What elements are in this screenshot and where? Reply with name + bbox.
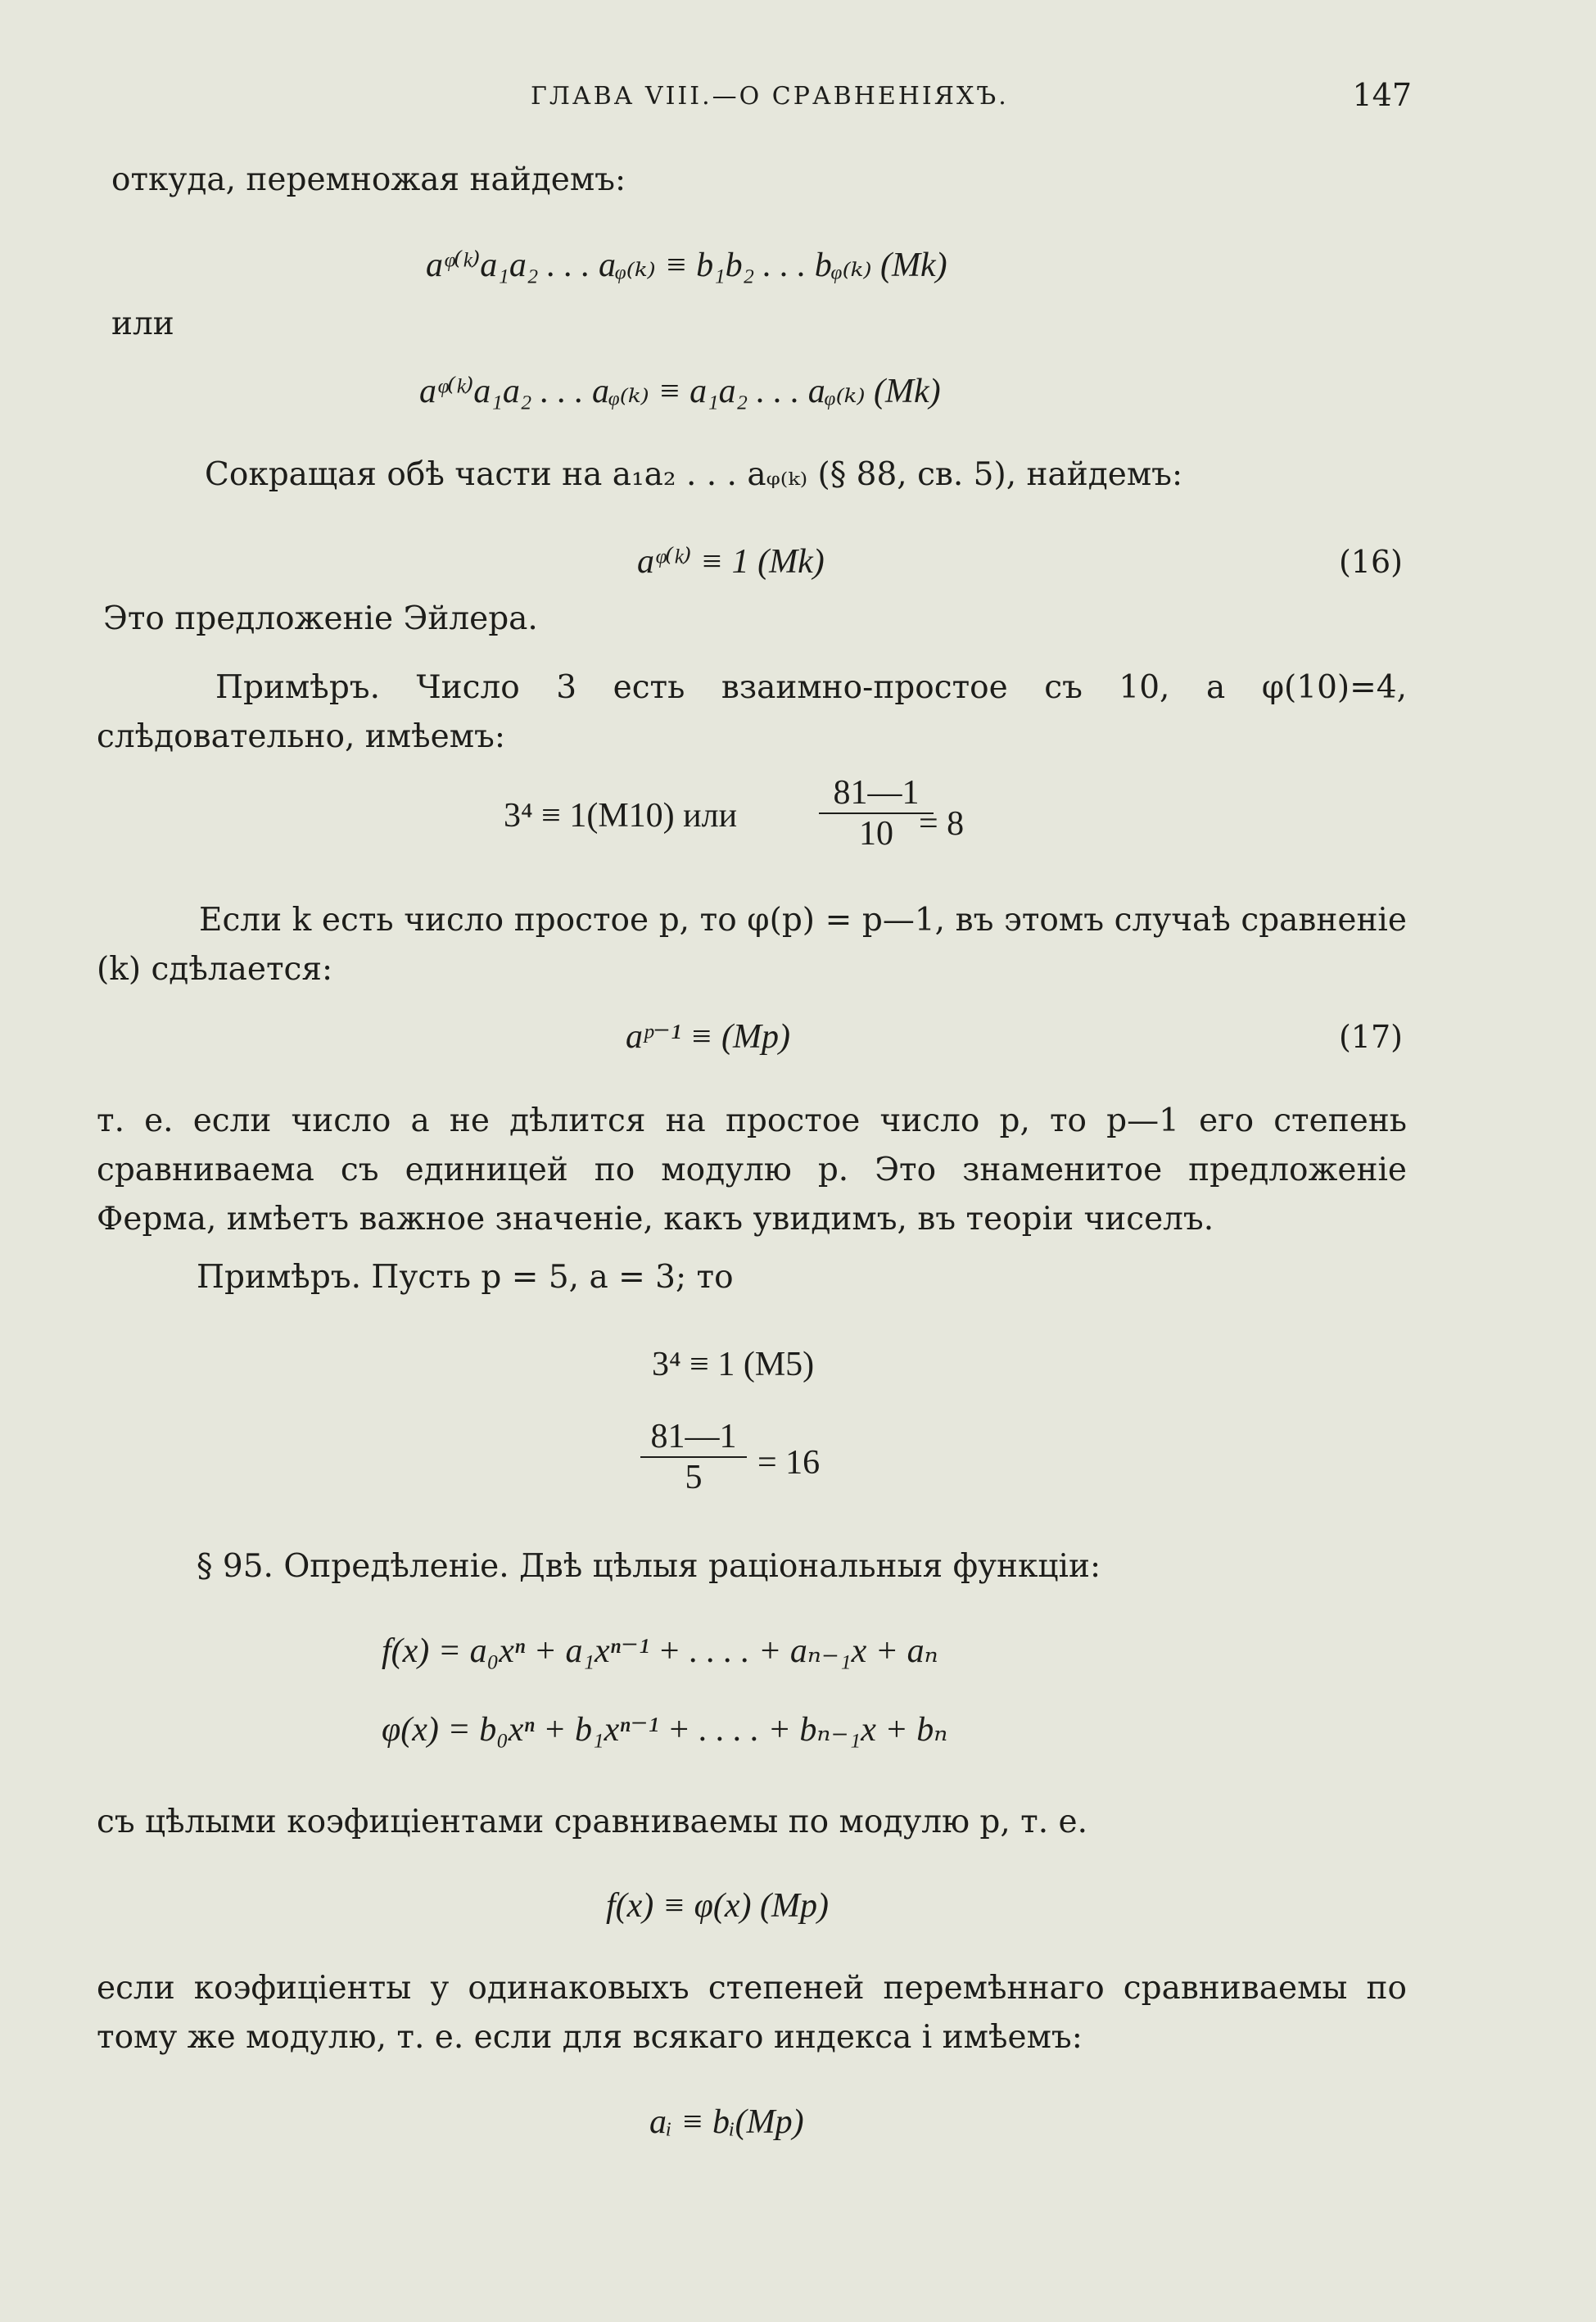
equation-16: aᵠ⁽ᵏ⁾ ≡ 1 (Mk): [637, 543, 825, 581]
equation-result: = 16: [757, 1444, 821, 1482]
equation-coefficients: aᵢ ≡ bᵢ(Mp): [649, 2103, 804, 2141]
fraction-numerator: 81—1: [640, 1417, 747, 1458]
equation-number: (17): [1338, 1019, 1403, 1055]
equation-17: aᵖ⁻¹ ≡ (Mp): [626, 1018, 790, 1056]
equation-example-2: 3⁴ ≡ 1 (M5): [652, 1346, 815, 1383]
text-line: откуда, перемножая найдемъ:: [111, 161, 626, 198]
equation-f: f(x) = a₀xⁿ + a₁xⁿ⁻¹ + . . . . + aₙ₋₁x + aₙ: [382, 1632, 938, 1670]
text-line: съ цѣлыми коэфиціентами сравниваемы по модулю p, т. е.: [97, 1804, 1088, 1840]
running-head: ГЛАВА VIII.—О СРАВНЕНІЯХЪ.: [531, 82, 1009, 111]
fraction-denominator: 5: [685, 1459, 703, 1496]
fraction: [819, 773, 934, 853]
fraction-denominator: 10: [859, 815, 893, 853]
equation-phi: φ(x) = b₀xⁿ + b₁xⁿ⁻¹ + . . . . + bₙ₋₁x + bₙ: [382, 1711, 948, 1749]
text-line: Примѣръ. Пусть p = 5, a = 3; то: [197, 1259, 734, 1296]
fraction-numerator: 81—1: [819, 773, 934, 814]
paragraph-prime-case: Если k есть число простое p, то φ(p) = p—1, въ этомъ случаѣ сравненіе (k) сдѣлается:: [97, 902, 1407, 988]
equation-1: aᵠ⁽ᵏ⁾a₁a₂ . . . aᵩ₍ₖ₎ ≡ b₁b₂ . . . bᵩ₍ₖ₎ (Mk): [426, 247, 947, 284]
page-number: 147: [1352, 77, 1412, 113]
paragraph-fermat: т. е. если число a не дѣлится на простое число p, то p—1 его степень сравниваема съ единицей по модулю p. Это знаменитое предложеніе Ферма, имѣетъ важное значеніе, какъ увидимъ, въ теоріи чиселъ.: [97, 1102, 1407, 1238]
section-heading-95: § 95. Опредѣленіе. Двѣ цѣлыя раціональныя функціи:: [197, 1548, 1101, 1585]
equation-result: = 8: [919, 805, 965, 843]
paragraph-example-1: Примѣръ. Число 3 есть взаимно-простое съ 10, а φ(10)=4, слѣдовательно, имѣемъ:: [97, 669, 1407, 755]
equation-example-1: 3⁴ ≡ 1(M10) или: [504, 797, 738, 835]
fraction: [640, 1417, 747, 1497]
paragraph-definition: если коэфиціенты у одинаковыхъ степеней перемѣннаго сравниваемы по тому же модулю, т. е. если для всякаго индекса i имѣемъ:: [97, 1970, 1407, 2056]
text-line: Это предложеніе Эйлера.: [103, 600, 538, 637]
equation-number: (16): [1338, 544, 1403, 580]
equation-2: aᵠ⁽ᵏ⁾a₁a₂ . . . aᵩ₍ₖ₎ ≡ a₁a₂ . . . aᵩ₍ₖ₎ (Mk): [419, 373, 941, 410]
equation-congruence: f(x) ≡ φ(x) (Mp): [606, 1887, 829, 1925]
page-header: [0, 77, 1596, 131]
text-line: Сокращая обѣ части на a₁a₂ . . . aᵩ₍ₖ₎ (§ 88, св. 5), найдемъ:: [205, 456, 1183, 493]
text-line: или: [111, 306, 174, 342]
